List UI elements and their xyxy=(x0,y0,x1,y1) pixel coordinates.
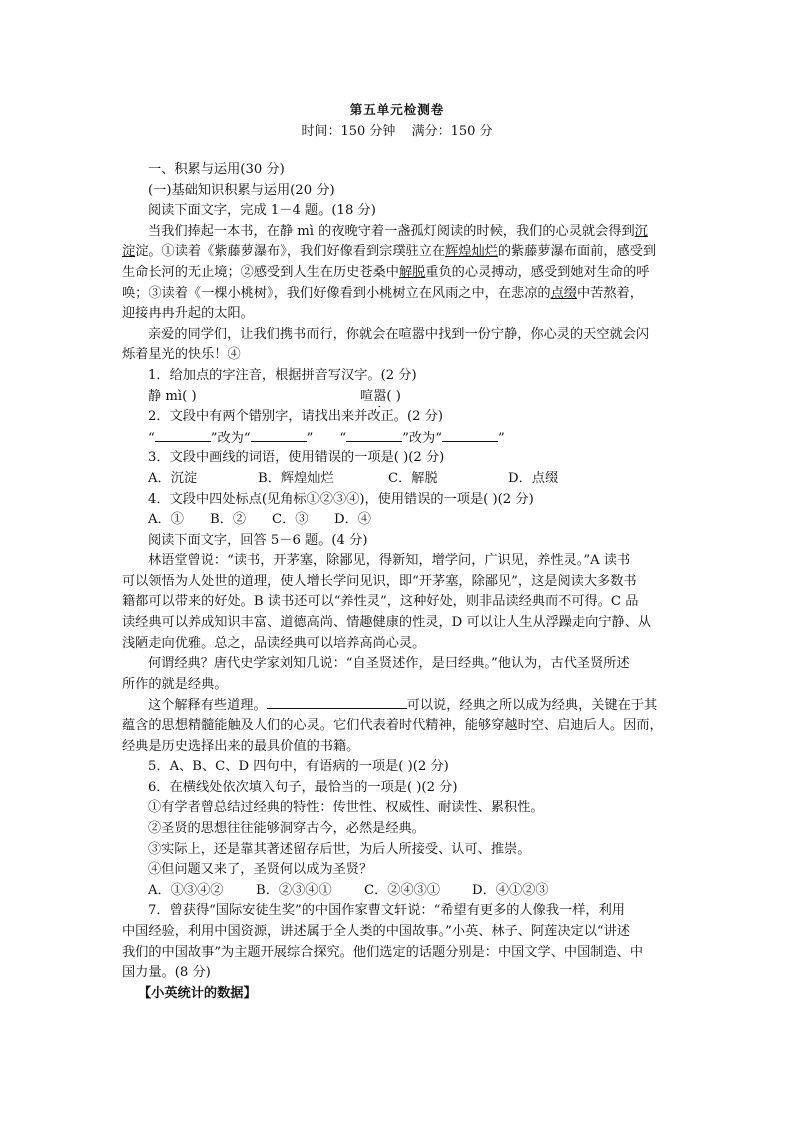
passage-line: 浅陋走向优雅。总之，品读经典可以培养高尚心灵。 xyxy=(122,635,426,651)
option-a: A．沉淀 xyxy=(148,470,198,486)
passage-line: 生命长河的无止境；②感受到人生在历史苍桑中解脱重负的心灵搏动，感受到她对生命的呼 xyxy=(122,264,650,280)
answer-blank[interactable] xyxy=(346,428,402,442)
passage-line: 所作的就是经典。 xyxy=(122,676,228,692)
question-7: 中国经验，利用中国资源，讲述属于全人类的中国故事。”小英、林子、阿莲决定以“讲述 xyxy=(122,923,631,939)
underlined-word: 点缀 xyxy=(550,285,577,301)
passage-line: 可以领悟为人处世的道理，使人增长学问见识，即“开茅塞，除鄙见”，这是阅读大多数书 xyxy=(122,573,637,589)
passage-line: 这个解释有些道理。 可以说，经典之所以成为经典，关键在于其 xyxy=(148,695,668,716)
passage-line: 当我们捧起一本书，在静 mì 的夜晚守着一盏孤灯阅读的时候，我们的心灵就会得到沉 xyxy=(148,223,648,239)
passage-line: 迎接冉冉升起的太阳。 xyxy=(122,306,254,322)
passage-line: 淀淀。①读着《紫藤萝瀑布》，我们好像看到宗璞驻立在辉煌灿烂的紫藤萝瀑布面前，感受到 xyxy=(122,244,657,260)
passage-line: 蕴含的思想精髓能触及人们的心灵。它们代表着时代精神，能够穿越时空、启迪后人。因而， xyxy=(122,718,663,734)
stats-heading: 【小英统计的数据】 xyxy=(138,985,257,1001)
option-d: D．④①②③ xyxy=(472,882,549,898)
question-3-options xyxy=(148,469,668,490)
question-4: 4．文段中四处标点(见角标①②③④)，使用错误的一项是( )(2 分) xyxy=(148,491,534,507)
question-2-answer-line: “ ”改为“ ” “ ”改为“ ” xyxy=(148,428,668,449)
question-6-item: ①有学者曾总结过经典的特性：传世性、权威性、耐读性、累积性。 xyxy=(148,800,544,816)
exam-title: 第五单元检测卷 xyxy=(349,102,445,117)
option-b: B．②③④① xyxy=(256,882,332,898)
answer-blank[interactable] xyxy=(251,428,307,442)
question-4-options xyxy=(148,510,668,531)
question-3: 3．文段中画线的词语，使用错误的一项是( )(2 分) xyxy=(148,450,445,466)
passage-line: 读经典可以养成知识丰富、道德高尚、情趣健康的性灵，D 可以让人生从浮躁走向宁静、从 xyxy=(122,615,652,631)
dotted-char: 嚣 xyxy=(373,388,387,404)
underlined-word: 解脱 xyxy=(398,264,426,280)
question-7: 国力量。(8 分) xyxy=(122,965,211,981)
option-c: C．②④③① xyxy=(364,882,441,898)
option-a: A．① xyxy=(148,512,184,528)
question-1: 1．给加点的字注音，根据拼音写汉字。(2 分) xyxy=(148,367,417,383)
question-2: 2．文段中有两个错别字，请找出来并改正。(2 分) xyxy=(148,409,444,425)
option-d: D．④ xyxy=(334,512,371,528)
answer-blank[interactable] xyxy=(155,428,211,442)
question-6-options xyxy=(148,881,668,902)
underlined-word: 辉煌灿烂 xyxy=(445,244,498,260)
passage-line: 烁着星光的快乐！④ xyxy=(122,347,241,363)
passage-line: 林语堂曾说：“读书，开茅塞，除鄙见，得新知，增学问，广识见，养性灵。”A 读书 xyxy=(148,553,631,569)
subsection-heading: (一)基础知识积累与运用(20 分) xyxy=(148,182,335,198)
question-6-item: ②圣贤的思想往往能够洞穿古今，必然是经典。 xyxy=(148,821,425,836)
exam-subtitle xyxy=(0,120,794,139)
reading-instruction: 阅读下面文字，完成 1－4 题。(18 分) xyxy=(148,203,376,219)
underlined-word: 沉 xyxy=(634,223,648,239)
fill-blank[interactable] xyxy=(267,695,407,709)
option-d: D．点缀 xyxy=(508,470,559,486)
question-5: 5．A、B、C、D 四句中，有语病的一项是( )(2 分) xyxy=(148,759,449,775)
passage-line: 经典是历史选择出来的最具价值的书籍。 xyxy=(122,738,360,754)
option-b: B．② xyxy=(210,512,247,528)
question-7: 7．曾获得“国际安徒生奖”的中国作家曹文轩说：“希望有更多的人像我一样，利用 xyxy=(148,903,625,919)
option-a: A．①③④② xyxy=(148,882,224,898)
question-1-answer-line: 静 mì( ) 喧嚣( ) xyxy=(148,387,668,408)
question-7: 我们的中国故事”为主题开展综合探究。他们选定的话题分别是：中国文学、中国制造、中 xyxy=(122,944,644,960)
full-score: 满分：150 分 xyxy=(411,124,493,139)
option-c: C．解脱 xyxy=(388,470,438,486)
answer-blank[interactable] xyxy=(442,428,498,442)
passage-line: 亲爱的同学们，让我们携书而行，你就会在喧嚣中找到一份宁静，你心灵的天空就会闪 xyxy=(148,326,650,342)
question-6-item: ④但问题又来了，圣贤何以成为圣贤？ xyxy=(148,862,373,878)
question-6-item: ③实际上，还是靠其著述留存后世，为后人所接受、认可、推崇。 xyxy=(148,841,531,857)
passage-line: 唤；③读着《一棵小桃树》，我们好像看到小桃树立在风雨之中，在悲凉的点缀中苦熬着， xyxy=(122,285,643,301)
passage-line: 籍都可以带来的好处。B 读书还可以“养性灵”，这种好处，则非品读经典而不可得。C 品 xyxy=(122,594,639,610)
answer-mi: 静 mì( ) xyxy=(148,388,197,404)
passage-line: 何谓经典？唐代史学家刘知几说：“自圣贤述作，是曰经典。”他认为，古代圣贤所述 xyxy=(148,656,630,672)
reading-instruction: 阅读下面文字，回答 5－6 题。(4 分) xyxy=(148,532,368,548)
question-6: 6．在横线处依次填入句子，最恰当的一项是( )(2 分) xyxy=(148,779,458,795)
time-limit: 时间：150 分钟 xyxy=(301,124,396,139)
option-c: C．③ xyxy=(272,512,309,528)
option-b: B．辉煌灿烂 xyxy=(258,470,334,486)
section-heading: 一、积累与运用(30 分) xyxy=(148,162,285,177)
exam-body xyxy=(122,160,668,1004)
